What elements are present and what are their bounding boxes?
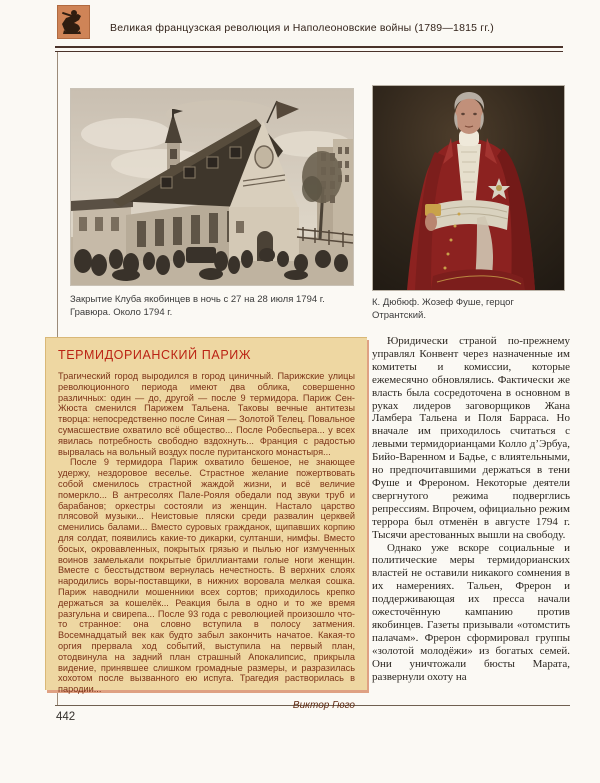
engraving-caption-line2: Гравюра. Около 1794 г. bbox=[70, 307, 173, 318]
quote-attribution: Виктор Гюго bbox=[292, 699, 355, 711]
engraving-caption bbox=[70, 293, 362, 319]
page-number: 442 bbox=[56, 711, 76, 723]
chapter-soldier-icon bbox=[57, 5, 90, 39]
fouche-portrait bbox=[372, 85, 565, 291]
engraving-caption-line1: Закрытие Клуба якобинцев в ночь с 27 на 28 июля 1794 г. bbox=[70, 294, 325, 305]
header-rule bbox=[55, 46, 563, 52]
thermidorian-paris-box bbox=[45, 337, 367, 711]
chapter-title: Великая французская революция и Наполеоновские войны (1789—1815 гг.) bbox=[110, 22, 494, 34]
soldier-silhouette-icon bbox=[58, 6, 87, 36]
body-paragraph-1: Юридически страной по-прежнему управлял Конвент через назначенные им комитеты и комиссии, которые ежемесячно обновлялись. Фактически же власть была сосредоточена в основном в руках лидеров заговорщиков Жана Ламбера Тальена и Поля Барраса. Но вначале им приходилось считаться с левыми термидорианцами Колло д’Эрбуа, Бийо-Варенном и Бадье, с влиятельными, но предпочитавшими держаться в тени Фуше и Фрероном. Некоторые деятели свергнутого режима подверглись репрессиям. Впрочем, официально режим террора был отменён в августе 1794 г. Тысячи арестованных вышли на свободу. bbox=[372, 335, 570, 541]
jacobin-club-engraving bbox=[70, 88, 354, 286]
sidebar-paragraph-2: После 9 термидора Париж охватило бешеное, не знающее удержу, нездоровое веселье. Страстное желание пожертвовать собой сменилось страстной жаждой жизни, и всё величие померкло... В антресолях Пале-Рояля обедали под звуки труб и барабанов; оркестры состояли из женщин. Настало царство плясовой музыки... Неистовые пляски среди развалин церквей сменились балами... Вместо суровых гражданок, щипавших корпию для солдат, появились какие-то дикарки, султанши, нимфы. Вместо босых, окровавленных, покрытых грязью и пылью ног измученных воинов замелькали покрытые бриллиантами голые ноги женщин. Вместе с бесстыдством вернулась нечестность. В верхних слоях народились воры-поставщики, в нижних воровала мелкая сошка. Париж наводнили мошенники всех сортов; приходилось крепко держаться за кошелёк... Реакция была в одно и то же время разгульна и свирепа... После 93 года с революцией произошло что-то странное: она словно вступила в полосу затмения. Восемнадцатый век как будто забыл закончить начатое. Какая-то оргия прервала ход событий, выступила на первый план, отодвинула на задний план страшный Апокалипсис, прикрыла видение, принявшее слишком громадные размеры, и разразилась хохотом после вызванного ею испуга. Трагедия растворилась в пародии... bbox=[58, 457, 355, 695]
portrait-caption-line1: К. Дюбюф. Жозеф Фуше, герцог bbox=[372, 297, 514, 308]
sidebar-title: ТЕРМИДОРИАНСКИЙ ПАРИЖ bbox=[58, 348, 251, 362]
sidebar-paragraph-1: Трагический город выродился в город циничный. Парижские улицы революционного периода имеют два облика, совершенно различных: один — до, другой — после 9 термидора. Париж Сен-Жюста сменился Парижем Тальена. Таковы вечные антитезы творца: непосредственно после Синая — Золотой Телец. Повальное сумасшествие охватило всё общество... После Робеспьера... у всех явилась потребность свободно вздохнуть... Франция с радостью вырвалась на вольный воздух после пуританского монастыря... bbox=[58, 371, 355, 457]
body-paragraph-2: Однако уже вскоре социальные и политические меры термидорианских властей не оставили никакого сомнения в их намерениях. Тальен, Фрерон и поддерживающая их пресса начали ожесточённую кампанию против якобинцев. Газеты призывали «отомстить палачам». Фрерон сформировал группы «золотой молодёжи» из богатых семей. Они уничтожали бюсты Марата, развернули охоту на bbox=[372, 541, 570, 683]
main-text-column bbox=[372, 335, 570, 683]
portrait-caption-line2: Отрантский. bbox=[372, 310, 426, 321]
portrait-caption bbox=[372, 296, 572, 322]
